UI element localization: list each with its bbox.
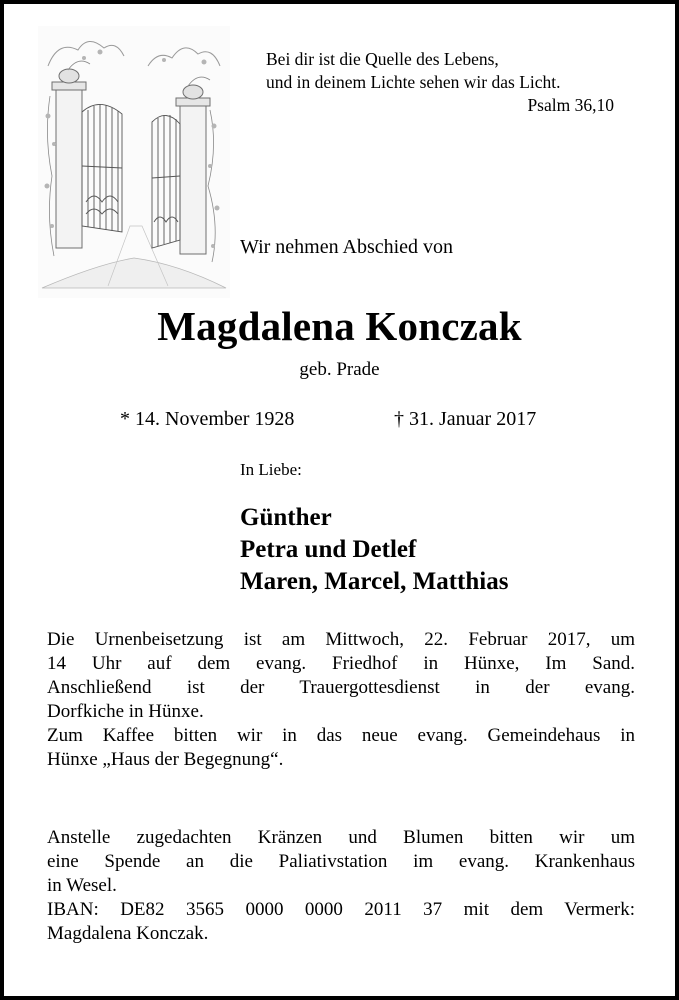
deceased-name: Magdalena Konczak <box>157 303 522 349</box>
text-line: Anschließend ist der Trauergottesdienst in der evang. <box>47 677 635 698</box>
in-love-label: In Liebe: <box>240 460 302 479</box>
funeral-details-paragraph <box>47 628 635 772</box>
donation-paragraph <box>47 826 635 946</box>
text-line: Hünxe „Haus der Begegnung“. <box>47 749 284 770</box>
verse-line-2: und in deinem Lichte sehen wir das Licht. <box>266 72 561 92</box>
text-line: Zum Kaffee bitten wir in das neue evang. Gemeindehaus in <box>47 725 635 746</box>
family-member: Günther <box>240 504 332 531</box>
farewell-heading: Wir nehmen Abschied von <box>240 236 454 258</box>
text-line: Die Urnenbeisetzung ist am Mittwoch, 22. Februar 2017, um <box>47 629 635 650</box>
text-line: eine Spende an die Paliativstation im evang. Krankenhaus <box>47 851 635 872</box>
verse-reference: Psalm 36,10 <box>527 95 614 115</box>
garden-gate-illustration <box>38 26 230 298</box>
text-line: Dorfkiche in Hünxe. <box>47 701 204 722</box>
family-member: Petra und Detlef <box>240 536 417 563</box>
text-line: in Wesel. <box>47 875 117 896</box>
verse-line-1: Bei dir ist die Quelle des Lebens, <box>266 49 499 69</box>
text-line: Anstelle zugedachten Kränzen und Blumen bitten wir um <box>47 827 635 848</box>
text-line: Magdalena Konczak. <box>47 923 209 944</box>
text-line: 14 Uhr auf dem evang. Friedhof in Hünxe, Im Sand. <box>47 653 635 674</box>
family-member: Maren, Marcel, Matthias <box>240 568 509 595</box>
bible-verse <box>266 48 626 117</box>
birth-name: geb. Prade <box>299 359 380 380</box>
death-date: † 31. Januar 2017 <box>394 408 537 430</box>
family-list <box>240 502 508 598</box>
birth-date: * 14. November 1928 <box>120 408 295 430</box>
text-line: IBAN: DE82 3565 0000 0000 2011 37 mit dem Vermerk: <box>47 899 635 920</box>
